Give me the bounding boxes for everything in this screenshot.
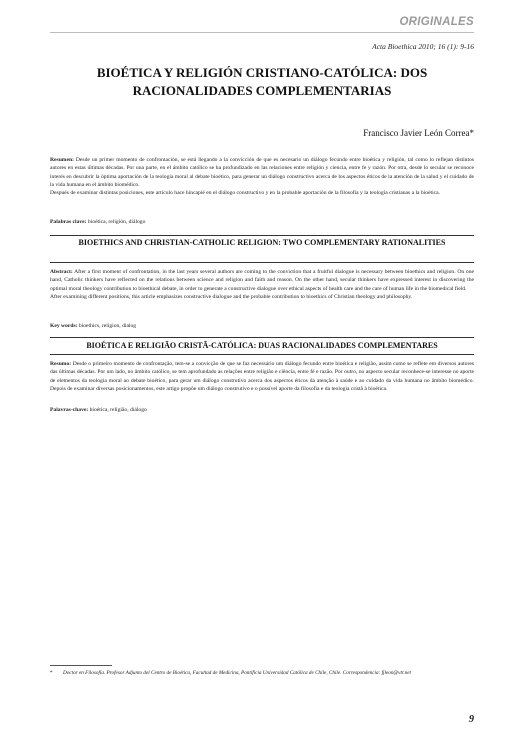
- portuguese-rule-bottom: [50, 354, 474, 355]
- keywords-spanish-text: bioética, religión, diálogo: [87, 219, 146, 225]
- footnote-rule: [50, 665, 112, 666]
- abstract-portuguese-p1: [50, 360, 474, 393]
- abstract-spanish-lead: Resumen:: [50, 157, 74, 163]
- portuguese-rule-top: [50, 337, 474, 338]
- abstract-english-text1: After a first moment of confrontation, in the last years several authors are coming to the conviction that a fruitful dialogue is necessary between bioethics and religion. On one hand, Catholic thinkers have reflected on the relations between science and religion and faith and reason. On the other hand, secular thinkers have expressed interest in discovering the optimal moral theology contribution to bioethical debate, in order to generate a constructive dialogue over ethical aspects of health care and the care of human life in the biomedical field.: [50, 269, 475, 292]
- journal-citation: Acta Bioethica 2010; 16 (1): 9-16: [372, 42, 474, 51]
- footnote-text: Doctor en Filosofía. Profesor Adjunto del Centro de Bioética, Facultad de Medicina, Pontificia Universidad Católica de Chile, Chile. Correspondencia: fjleon@vtr.net: [63, 670, 412, 676]
- author-footnote: [50, 670, 434, 678]
- abstract-portuguese-lead: Resumo:: [50, 361, 72, 367]
- keywords-portuguese-lead: Palavras-chave:: [50, 407, 89, 413]
- article-author: Francisco Javier León Correa*: [363, 128, 474, 138]
- keywords-spanish: [50, 218, 474, 226]
- abstract-english-p1: [50, 268, 474, 293]
- header-rule: [50, 32, 474, 33]
- abstract-portuguese-text1: Desde o primeiro momento de confrontação, tem-se a convicção de que se faz necessário um diálogo fecundo entre bioética e religião, assim como se reflete em diversos autores das últimas décadas. Por um lado, no âmbito católico, se tem aprofundado as relações entre religião e ciência, entre fé e razão. Por outro, no aspecto secular reconhece-se interesse no aporte de elementos da teologia moral ao debate bioético, para gerar um diálogo construtivo acerca dos aspectos éticos da atenção à saúde e ao cuidado da vida humana no âmbito biomédico. Depois de examinar diversas posicionamentos, este artigo propõe um diálogo construtivo e o possível aporte da filosofia e da teologia cristã à bioética.: [50, 361, 474, 392]
- english-rule-top: [50, 235, 474, 236]
- keywords-portuguese: [50, 406, 474, 414]
- abstract-english-p2: After examining different positions, this article emphasizes constructive dialogue and the probable contribution to bioethics of Christian theology and philosophy.: [50, 293, 413, 300]
- abstract-spanish: [50, 156, 474, 197]
- english-title: BIOETHICS AND CHRISTIAN-CATHOLIC RELIGION: TWO COMPLEMENTARY RATIONALITIES: [78, 238, 446, 247]
- keywords-spanish-lead: Palabras clave:: [50, 219, 87, 225]
- portuguese-title: BIOÉTICA E RELIGIÃO CRISTÃ-CATÓLICA: DUAS RACIONALIDADES COMPLEMENTARES: [86, 341, 438, 350]
- abstract-portuguese: [50, 360, 474, 393]
- article-title: BIOÉTICA Y RELIGIÓN CRISTIANO-CATÓLICA: DOS RACIONALIDADES COMPLEMENTARIAS: [96, 65, 428, 98]
- english-rule-bottom: [50, 262, 474, 263]
- abstract-english: [50, 268, 474, 301]
- abstract-spanish-p2: Después de examinar distintas posiciones, este artículo hace hincapié en el diálogo constructivo y en la probable aportación de la filosofía y la teología cristianas a la bioética.: [50, 190, 441, 197]
- abstract-english-lead: Abstract:: [50, 269, 73, 275]
- keywords-english: [50, 322, 474, 330]
- keywords-english-lead: Key words:: [50, 323, 78, 329]
- footnote-mark: *: [50, 670, 53, 676]
- abstract-spanish-p1: [50, 156, 474, 189]
- keywords-english-text: bioethics, religion, dialog: [78, 323, 137, 329]
- abstract-spanish-text1: Desde un primer momento de confrontación, se está llegando a la convicción de que es necesario un diálogo fecundo entre bioética y religión, tal como lo reflejan distintos autores en estas últimas décadas. Por una parte, en el ámbito católico se ha profundizado en las relaciones entre religión y ciencia, entre fe y razón. Por otra, desde lo secular se reconoce interés en descubrir la óptima aportación de la teología moral al debate bioético, para generar un diálogo constructivo acerca de los aspectos éticos de la atención de la salud y el cuidado de la vida humana en el ámbito biomédico.: [50, 157, 474, 188]
- page-number: 9: [469, 714, 474, 725]
- keywords-portuguese-text: bioética, religião, diálogo: [89, 407, 147, 413]
- section-label: ORIGINALES: [399, 16, 474, 28]
